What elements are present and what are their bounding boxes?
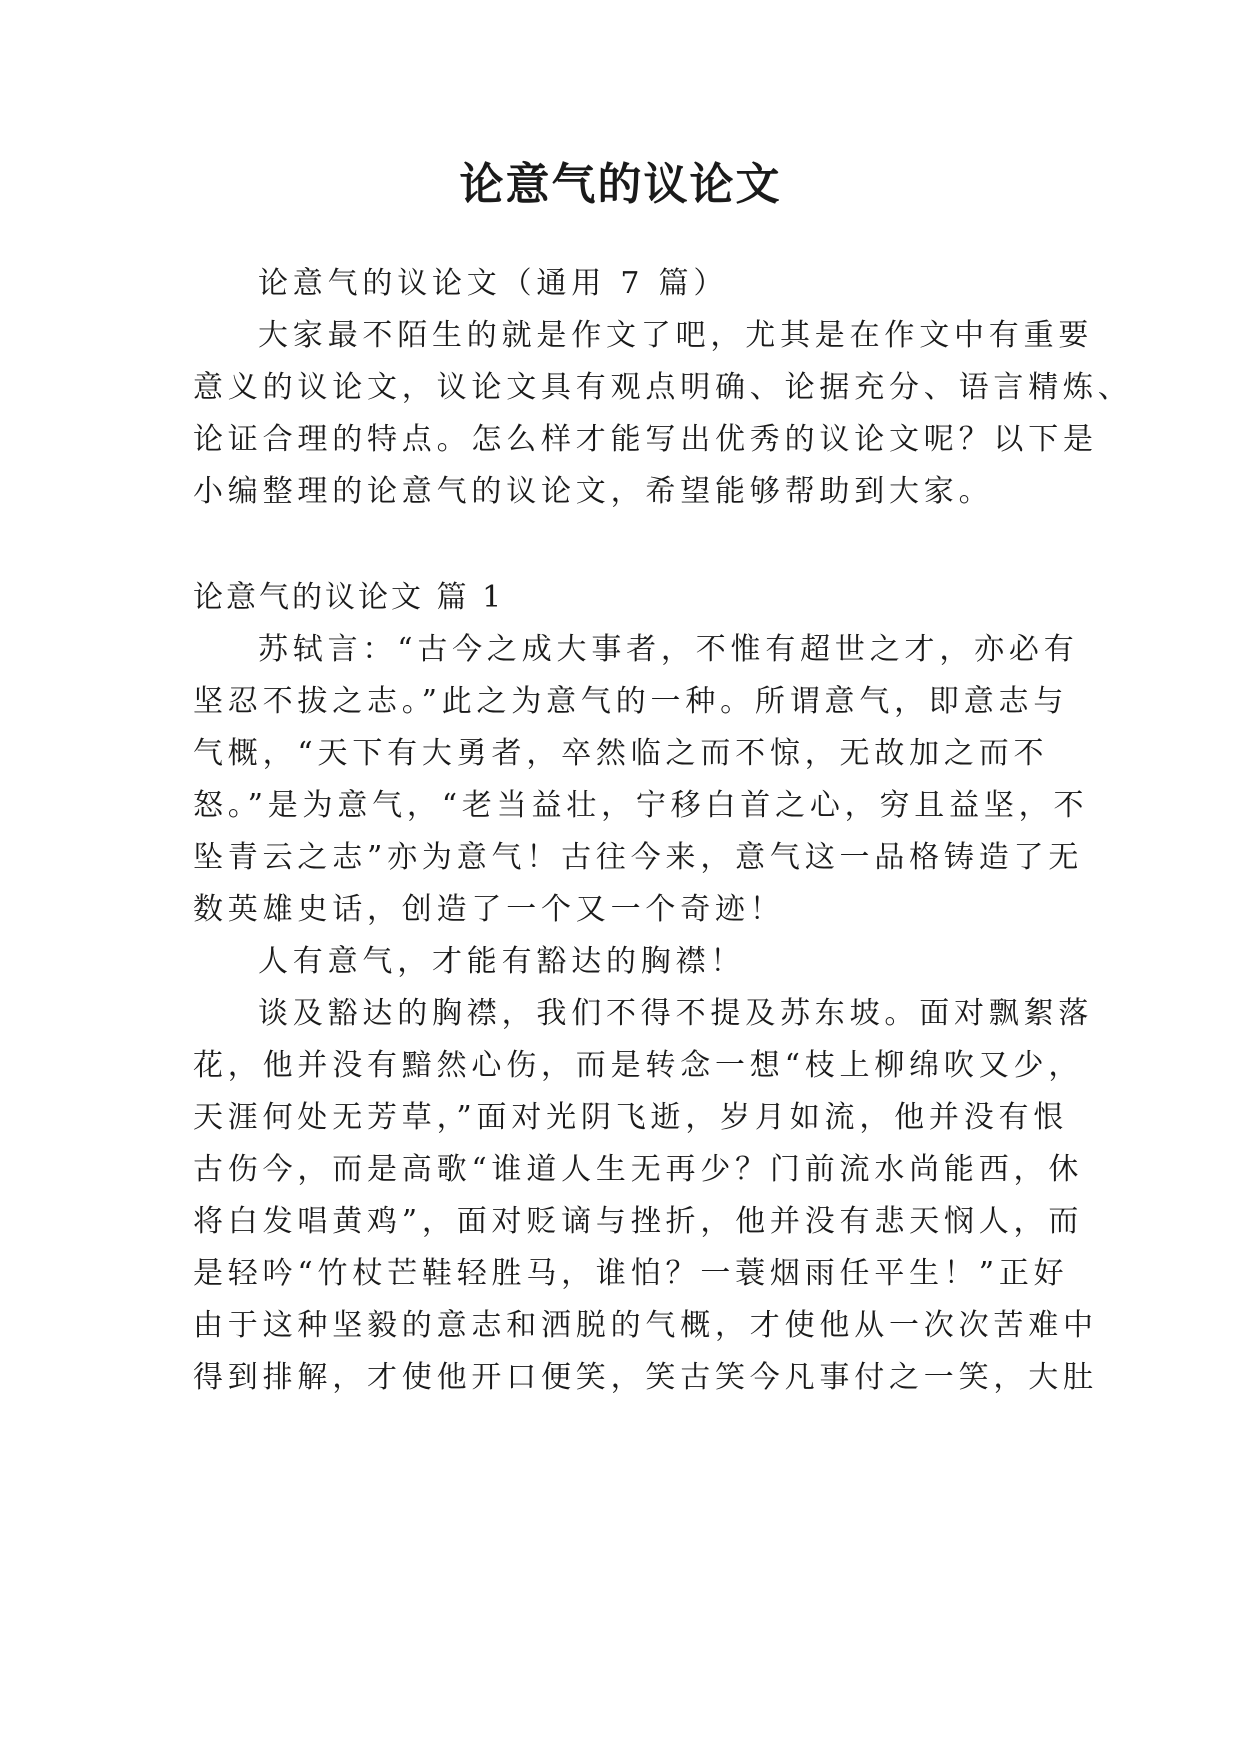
body-line: 数英雄史话，创造了一个又一个奇迹！ xyxy=(193,892,785,927)
body-line: 花，他并没有黯然心伤，而是转念一想“枝上柳绵吹又少， xyxy=(193,1048,1084,1083)
body-line: 是轻吟“竹杖芒鞋轻胜马，谁怕？一蓑烟雨任平生！”正好 xyxy=(193,1256,1069,1291)
body-line: 坚忍不拔之志。”此之为意气的一种。所谓意气，即意志与 xyxy=(193,684,1069,719)
intro-line: 论证合理的特点。怎么样才能写出优秀的议论文呢？以下是 xyxy=(193,422,1098,457)
body-line: 将白发唱黄鸡”，面对贬谪与挫折，他并没有悲天悯人，而 xyxy=(193,1204,1084,1239)
document-title: 论意气的议论文 xyxy=(459,159,782,210)
body-line: 怒。”是为意气，“老当益壮，宁移白首之心，穷且益坚，不 xyxy=(193,788,1089,823)
body-line: 得到排解，才使他开口便笑，笑古笑今凡事付之一笑，大肚 xyxy=(193,1360,1098,1395)
body-line: 古伤今，而是高歌“谁道人生无再少？门前流水尚能西，休 xyxy=(193,1152,1084,1187)
section-heading: 论意气的议论文 篇 1 xyxy=(193,580,505,615)
body-line: 天涯何处无芳草，”面对光阴飞逝，岁月如流，他并没有恨 xyxy=(193,1100,1069,1135)
body-line: 苏轼言：“古今之成大事者，不惟有超世之才，亦必有 xyxy=(258,632,1079,667)
intro-line: 小编整理的论意气的议论文，希望能够帮助到大家。 xyxy=(193,474,994,509)
body-line: 气概，“天下有大勇者，卒然临之而不惊，无故加之而不 xyxy=(193,736,1049,771)
body-line: 由于这种坚毅的意志和洒脱的气概，才使他从一次次苦难中 xyxy=(193,1308,1098,1343)
body-line: 坠青云之志”亦为意气！古往今来，意气这一品格铸造了无 xyxy=(193,840,1084,875)
body-line: 谈及豁达的胸襟，我们不得不提及苏东坡。面对飘絮落 xyxy=(258,996,1094,1031)
document-subtitle: 论意气的议论文（通用 7 篇） xyxy=(258,266,729,301)
intro-line: 意义的议论文，议论文具有观点明确、论据充分、语言精炼、 xyxy=(193,370,1133,405)
intro-line: 大家最不陌生的就是作文了吧，尤其是在作文中有重要 xyxy=(258,318,1094,353)
body-line: 人有意气，才能有豁达的胸襟！ xyxy=(258,944,746,979)
